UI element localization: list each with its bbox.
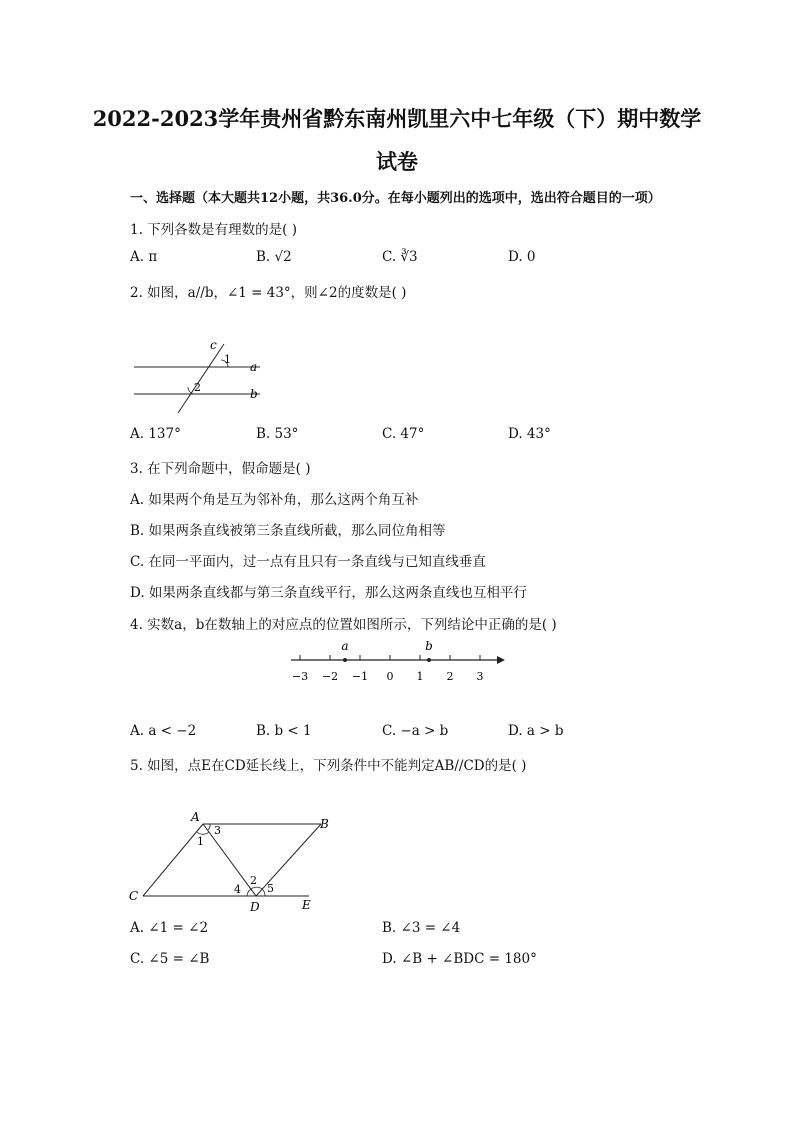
q2-figure <box>128 334 273 414</box>
label-angle3: 3 <box>214 824 221 837</box>
angle4-arc <box>247 889 251 896</box>
q5-option-c[interactable]: C. ∠5 = ∠B <box>130 951 210 967</box>
angle2-arc <box>251 887 262 889</box>
number-line-arrow-icon <box>497 656 505 664</box>
q2-option-a[interactable]: A. 137° <box>130 426 181 442</box>
number-line-tick-label: −3 <box>291 670 309 683</box>
section-heading: 一、选择题（本大题共12小题，共36.0分。在每小题列出的选项中，选出符合题目的一项） <box>130 191 661 206</box>
q4-option-c[interactable]: C. −a > b <box>382 723 449 739</box>
q1-option-b[interactable]: B. √2 <box>256 249 292 265</box>
number-line-tick-label: −1 <box>351 670 369 683</box>
q4-stem: 4. 实数a，b在数轴上的对应点的位置如图所示，下列结论中正确的是( ) <box>130 617 557 633</box>
label-b: b <box>250 387 258 401</box>
number-line-tick-label: 3 <box>476 670 484 683</box>
angle5-arc <box>262 889 265 896</box>
number-line-tick-label: −2 <box>321 670 339 683</box>
segment-ad <box>203 824 256 896</box>
q1-option-d[interactable]: D. 0 <box>508 249 536 265</box>
point-a-label: a <box>341 639 349 653</box>
q2-stem: 2. 如图，a//b，∠1 = 43°，则∠2的度数是( ) <box>130 285 407 301</box>
label-angle2: 2 <box>194 381 201 394</box>
line-c <box>178 344 224 413</box>
q2-option-c[interactable]: C. 47° <box>382 426 425 442</box>
label-angle1: 1 <box>197 835 204 848</box>
angle3-arc <box>208 824 210 830</box>
point-b-label: b <box>425 639 433 653</box>
segment-bd <box>256 824 321 896</box>
q4-option-d[interactable]: D. a > b <box>508 723 564 739</box>
q4-option-a[interactable]: A. a < −2 <box>130 723 197 739</box>
q5-option-d[interactable]: D. ∠B + ∠BDC = 180° <box>382 951 537 967</box>
number-line-tick-label: 1 <box>416 670 424 683</box>
point-a <box>343 658 347 662</box>
q2-option-b[interactable]: B. 53° <box>256 426 299 442</box>
q1-stem: 1. 下列各数是有理数的是( ) <box>130 222 297 238</box>
q5-stem: 5. 如图，点E在CD延长线上，下列条件中不能判定AB//CD的是( ) <box>130 758 527 774</box>
q4-number-line <box>285 636 510 686</box>
q3-option-c[interactable]: C. 在同一平面内，过一点有且只有一条直线与已知直线垂直 <box>130 554 486 570</box>
q1-option-c[interactable]: C. ∛3 <box>382 249 418 265</box>
label-angle2: 2 <box>250 874 257 887</box>
point-b <box>427 658 431 662</box>
label-angle5: 5 <box>267 882 274 895</box>
angle1-arc <box>197 832 209 834</box>
q2-option-d[interactable]: D. 43° <box>508 426 551 442</box>
label-A: A <box>191 810 200 824</box>
label-c: c <box>210 338 217 352</box>
label-D: D <box>250 900 260 914</box>
q1-option-a[interactable]: A. π <box>130 249 158 265</box>
number-line-tick-label: 0 <box>386 670 394 683</box>
q3-stem: 3. 在下列命题中，假命题是( ) <box>130 461 311 477</box>
exam-title-line1: 2022-2023学年贵州省黔东南州凯里六中七年级（下）期中数学 <box>92 106 702 131</box>
q5-option-a[interactable]: A. ∠1 = ∠2 <box>130 920 209 936</box>
q4-option-b[interactable]: B. b < 1 <box>256 723 312 739</box>
number-line-tick-label: 2 <box>446 670 454 683</box>
label-E: E <box>302 898 311 912</box>
label-B: B <box>320 817 329 831</box>
exam-title-line2: 试卷 <box>376 149 418 174</box>
q5-option-b[interactable]: B. ∠3 = ∠4 <box>382 920 461 936</box>
q3-option-b[interactable]: B. 如果两条直线被第三条直线所截，那么同位角相等 <box>130 523 446 539</box>
q3-option-a[interactable]: A. 如果两个角是互为邻补角，那么这两个角互补 <box>130 492 419 508</box>
label-angle1: 1 <box>224 353 231 366</box>
label-C: C <box>129 889 139 903</box>
label-angle4: 4 <box>234 883 241 896</box>
q5-figure <box>126 808 329 914</box>
segment-ac <box>143 824 203 896</box>
label-a: a <box>250 360 258 374</box>
q3-option-d[interactable]: D. 如果两条直线都与第三条直线平行，那么这两条直线也互相平行 <box>130 585 527 601</box>
